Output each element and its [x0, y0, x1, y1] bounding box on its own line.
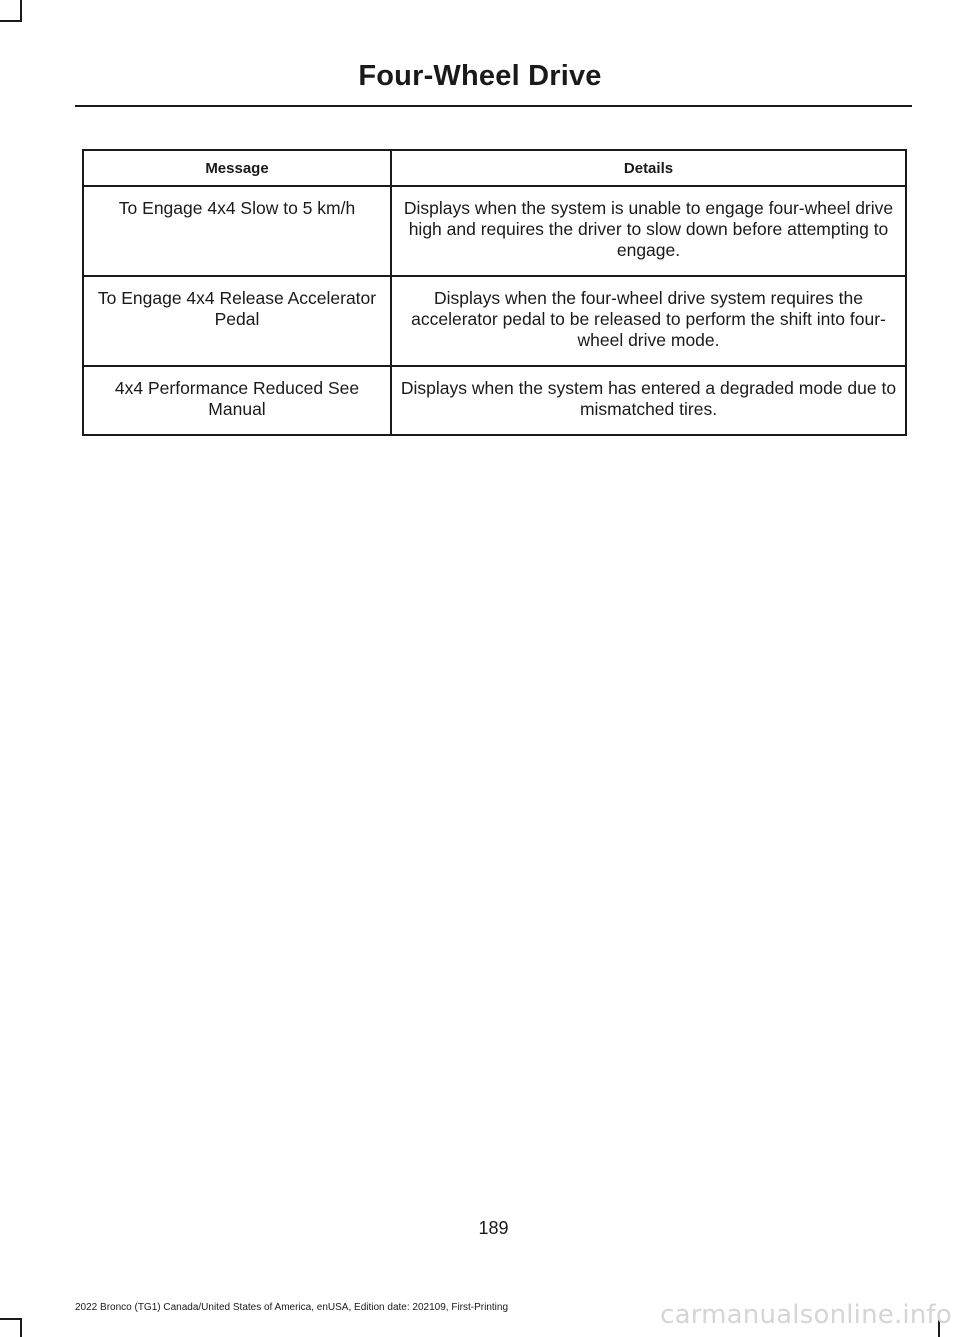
- message-cell: To Engage 4x4 Slow to 5 km/h: [83, 186, 391, 276]
- title-divider: [75, 105, 912, 107]
- column-header-message: Message: [83, 150, 391, 186]
- table-row: [83, 186, 906, 276]
- crop-mark-bottom-left: [20, 1318, 22, 1337]
- message-cell: To Engage 4x4 Release Accelerator Pedal: [83, 276, 391, 366]
- table-row: [83, 366, 906, 435]
- table-header-row: [83, 150, 906, 186]
- details-cell: Displays when the four-wheel drive system requires the accelerator pedal to be released to perform the shift into four-wheel drive mode.: [391, 276, 906, 366]
- watermark: carmanualsonline.info: [660, 1300, 952, 1330]
- crop-mark-left-bottom: [0, 1318, 22, 1320]
- edition-footer: 2022 Bronco (TG1) Canada/United States of America, enUSA, Edition date: 202109, First-Printing: [75, 1302, 509, 1313]
- details-cell: Displays when the system is unable to engage four-wheel drive high and requires the driver to slow down before attempting to engage.: [391, 186, 906, 276]
- page-title: Four-Wheel Drive: [358, 60, 602, 92]
- details-cell: Displays when the system has entered a degraded mode due to mismatched tires.: [391, 366, 906, 435]
- page-number: 189: [478, 1218, 509, 1238]
- column-header-details: Details: [391, 150, 906, 186]
- crop-mark-left-top: [0, 20, 22, 22]
- message-cell: 4x4 Performance Reduced See Manual: [83, 366, 391, 435]
- crop-mark-top-left: [20, 0, 22, 22]
- table-row: [83, 276, 906, 366]
- message-table: [82, 149, 907, 436]
